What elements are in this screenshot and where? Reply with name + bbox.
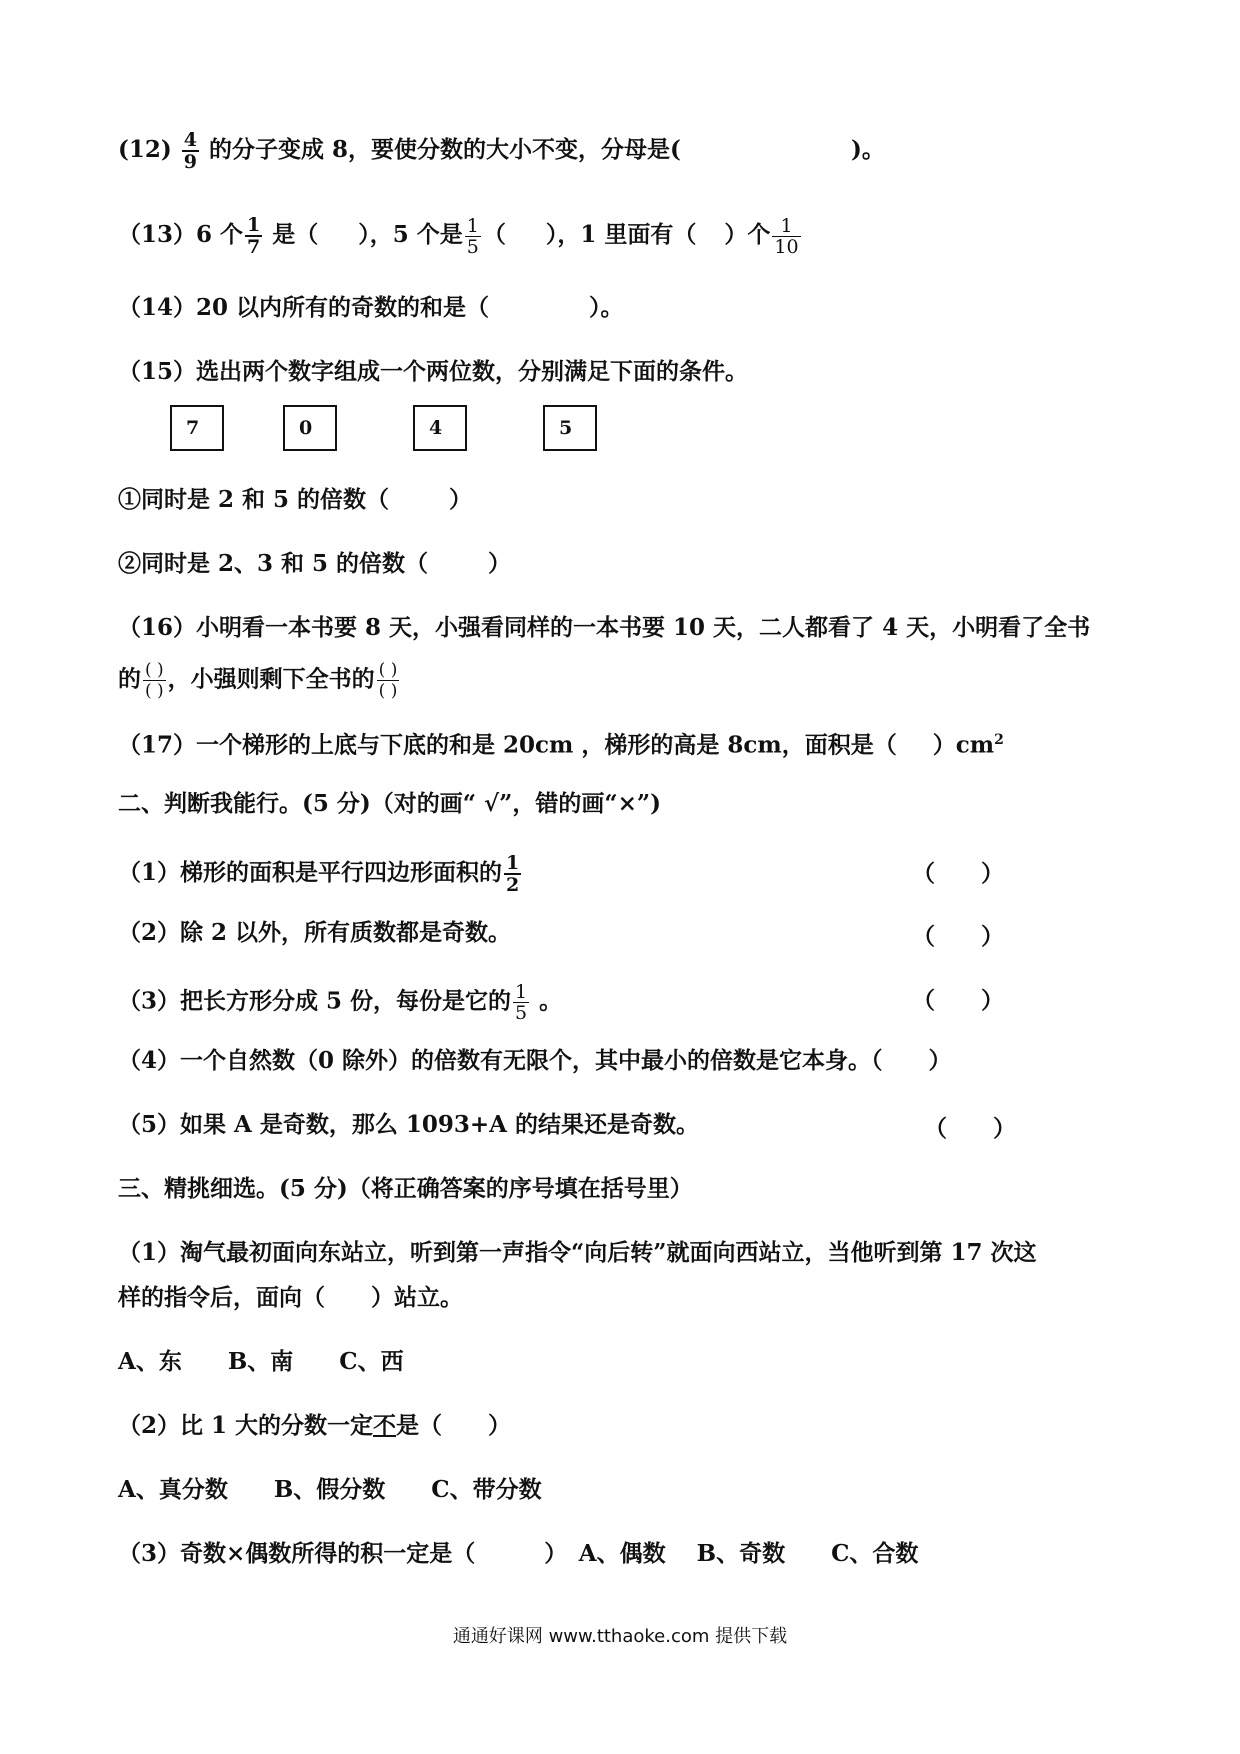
digit-card: 5 [543,405,597,451]
judge-answer-4[interactable]: （ ） [871,1047,952,1074]
question-number: (12) [118,136,172,163]
choice-q2-options: A、真分数 B、假分数 C、带分数 [118,1476,542,1503]
judge-item-3: （3）把长方形分成 5 份，每份是它的 $\frac{1}{5}$ 。 [118,981,563,1024]
fraction: $\frac{1}{7}$ [247,214,261,258]
question-13: （13）6 个 $\frac{1}{7}$ 是（ ），5 个是 $\frac{1}{5}$ （ ），1 里面有（ ）个 $\frac{1}{10}$ [118,214,799,258]
fraction: $\frac{1}{5}$ [515,981,528,1024]
judge-item-2: （2）除 2 以外，所有质数都是奇数。 [118,919,512,946]
question-17: （17）一个梯形的上底与下底的和是 20cm ，梯形的高是 8cm，面积是（ ）$cm^2$ [118,731,1004,759]
question-16-line-1: （16）小明看一本书要 8 天，小强看同样的一本书要 10 天，二人都看了 4 天，小明看了全书 [118,614,1091,641]
condition-1: ①同时是 2 和 5 的倍数（ ） [118,486,473,513]
choice-q2: （2）比 1 大的分数一定不是（ ） [118,1412,512,1439]
judge-answer-3[interactable]: （ ） [912,987,1004,1014]
fraction-blank[interactable]: $\frac{( )}{( )}$ [145,660,164,701]
digit-card: 4 [413,405,467,451]
choice-q1-line-2: 样的指令后，面向（ ）站立。 [118,1284,463,1311]
question-16-line-2: 的 $\frac{( )}{( )}$ ，小强则剩下全书的 $\frac{( )}{( )}$ [118,660,398,701]
fraction-blank[interactable]: $\frac{( )}{( )}$ [378,660,398,701]
section-2-title: 二、判断我能行。(5 分)（对的画“ √”，错的画“×”) [118,790,661,817]
fraction: $\frac{1}{5}$ [466,214,479,258]
judge-answer-1[interactable]: （ ） [912,860,1004,887]
question-15: （15）选出两个数字组成一个两位数，分别满足下面的条件。 [118,358,749,385]
choice-q3: （3）奇数×偶数所得的积一定是（ ） A、偶数 B、奇数 C、合数 [118,1540,919,1567]
question-12: (12) $\frac{4}{9}$ 的分子变成 8，要使分数的大小不变，分母是( )。 [118,129,885,173]
judge-item-4: （4）一个自然数（0 除外）的倍数有无限个，其中最小的倍数是它本身。（ ） [118,1047,952,1074]
footer-credit: 通通好课网 www.tthaoke.com 提供下载 [452,1626,788,1647]
choice-q1-options: A、东 B、南 C、西 [118,1348,404,1375]
judge-answer-5[interactable]: （ ） [924,1115,1016,1142]
fraction: $\frac{4}{9}$ [183,129,198,173]
digit-card: 7 [170,405,224,451]
choice-q1-line-1: （1）淘气最初面向东站立，听到第一声指令“向后转”就面向西站立，当他听到第 17 次这 [118,1239,1037,1266]
judge-item-1: （1）梯形的面积是平行四边形面积的 $\frac{1}{2}$ [118,852,520,896]
digit-card: 0 [283,405,337,451]
question-text: 的分子变成 8，要使分数的大小不变，分母是( [209,136,681,163]
judge-item-5: （5）如果 A 是奇数，那么 1093+A 的结果还是奇数。 [118,1111,700,1138]
fraction: $\frac{1}{10}$ [774,214,799,258]
judge-answer-2[interactable]: （ ） [912,923,1004,950]
section-3-title: 三、精挑细选。(5 分)（将正确答案的序号填在括号里） [118,1175,693,1202]
fraction: $\frac{1}{2}$ [506,852,520,896]
question-14: （14）20 以内所有的奇数的和是（ ）。 [118,294,624,321]
condition-2: ②同时是 2、3 和 5 的倍数（ ） [118,550,512,577]
